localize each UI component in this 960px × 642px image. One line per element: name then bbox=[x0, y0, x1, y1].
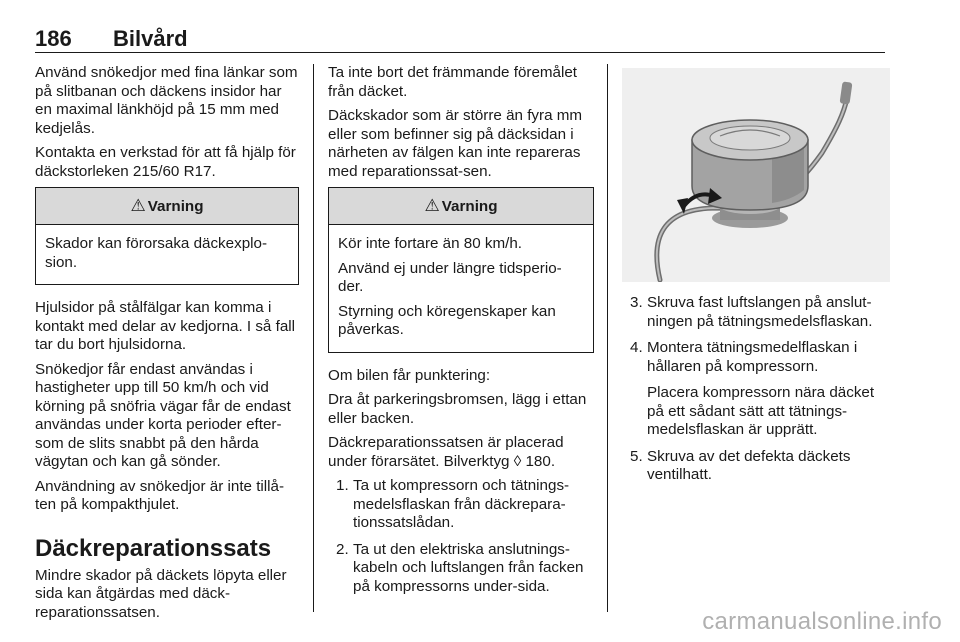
paragraph: Användning av snökedjor är inte tillå-ten på kompakthjulet. bbox=[35, 477, 285, 513]
warning-icon: ⚠ bbox=[424, 196, 440, 215]
column-divider bbox=[607, 64, 608, 612]
paragraph: Använd snökedjor med fina länkar som på slitbanan och däckens insidor har en maximal länkhöjd på 15 mm med kedjelås. bbox=[35, 64, 298, 137]
list-item bbox=[622, 448, 890, 485]
paragraph: Hjulsidor på stålfälgar kan komma i kontakt med delar av kedjorna. I så fall tar du bort hjulsidorna. bbox=[35, 299, 296, 353]
list-item bbox=[328, 477, 594, 533]
illustration-compressor bbox=[622, 68, 890, 282]
step-number: 5. bbox=[630, 447, 643, 465]
column-3 bbox=[622, 64, 890, 493]
paragraph bbox=[328, 434, 594, 471]
column-2 bbox=[328, 64, 594, 604]
step-number: 2. bbox=[336, 540, 349, 558]
page-ref-icon: ◊ bbox=[513, 452, 522, 470]
column-divider bbox=[313, 64, 314, 612]
warning-box bbox=[328, 187, 594, 353]
paragraph: Kontakta en verkstad för att få hjälp för däckstorleken 215/60 R17. bbox=[35, 144, 296, 180]
step-number: 3. bbox=[630, 294, 643, 311]
warning-title: Varning bbox=[147, 198, 204, 215]
paragraph: Snökedjor får endast användas i hastigheter upp till 50 km/h och vid körning på snöfria vägar får de endast användas under korta perioder efter-som de slits snabbt på den hårda vägytan och kan gå sönder. bbox=[35, 360, 291, 470]
page-ref-link[interactable]: 180. bbox=[525, 452, 556, 470]
paragraph-text: Däckreparationssatsen är placerad under förarsätet. Bilverktyg bbox=[328, 434, 564, 470]
paragraph: Mindre skador på däckets löpyta eller sida kan åtgärdas med däck-reparationssatsen. bbox=[35, 566, 287, 621]
page-number: 186 bbox=[35, 26, 72, 51]
warning-header bbox=[36, 188, 298, 225]
list-item bbox=[328, 541, 594, 597]
paragraph: Dra åt parkeringsbromsen, lägg i ettan eller backen. bbox=[328, 391, 587, 427]
list-item bbox=[622, 294, 890, 331]
warning-box bbox=[35, 187, 299, 285]
step-text: Skruva av det defekta däckets ventilhatt. bbox=[647, 447, 851, 483]
step-list bbox=[328, 477, 594, 596]
step-text: Ta ut den elektriska anslutnings-kabeln och luftslangen från facken på kompressorns under-sida. bbox=[353, 540, 584, 595]
step-text: Skruva fast luftslangen på anslut-ningen på tätningsmedelsflaskan. bbox=[647, 294, 873, 330]
warning-line: Använd ej under längre tidsperio-der. bbox=[338, 259, 562, 295]
warning-body bbox=[329, 225, 593, 352]
page-header bbox=[35, 24, 885, 53]
warning-line: Styrning och köregenskaper kan påverkas. bbox=[338, 302, 556, 338]
paragraph: Däckskador som är större än fyra mm eller som befinner sig på däcksidan i närheten av fälgen kan inte repareras med reparationssat-sen. bbox=[328, 107, 583, 180]
warning-title: Varning bbox=[441, 198, 498, 215]
warning-header bbox=[329, 188, 593, 225]
step-number: 1. bbox=[336, 477, 349, 494]
paragraph: Om bilen får punktering: bbox=[328, 366, 491, 384]
column-1 bbox=[35, 64, 299, 628]
watermark: carmanualsonline.info bbox=[702, 608, 942, 635]
step-list bbox=[622, 294, 890, 485]
warning-text: Skador kan förorsaka däckexplo-sion. bbox=[45, 235, 268, 271]
warning-body bbox=[36, 225, 298, 284]
step-text: Montera tätningsmedelflaskan i hållaren på kompressorn. bbox=[647, 339, 858, 375]
step-text: Ta ut kompressorn och tätnings-medelsflaskan från däckrepara-tionssatslådan. bbox=[353, 477, 570, 531]
compressor-illustration-icon bbox=[622, 68, 890, 282]
step-number: 4. bbox=[630, 339, 643, 356]
paragraph: Ta inte bort det främmande föremålet från däcket. bbox=[328, 64, 578, 100]
section-heading: Däckreparationssats bbox=[35, 534, 272, 562]
warning-icon: ⚠ bbox=[130, 196, 146, 215]
warning-line: Kör inte fortare än 80 km/h. bbox=[338, 235, 523, 252]
step-extra-text: Placera kompressorn nära däcket på ett sådant sätt att tätnings-medelsflaskan är upprätt. bbox=[647, 384, 875, 438]
chapter-title: Bilvård bbox=[113, 26, 188, 51]
list-item bbox=[622, 339, 890, 440]
